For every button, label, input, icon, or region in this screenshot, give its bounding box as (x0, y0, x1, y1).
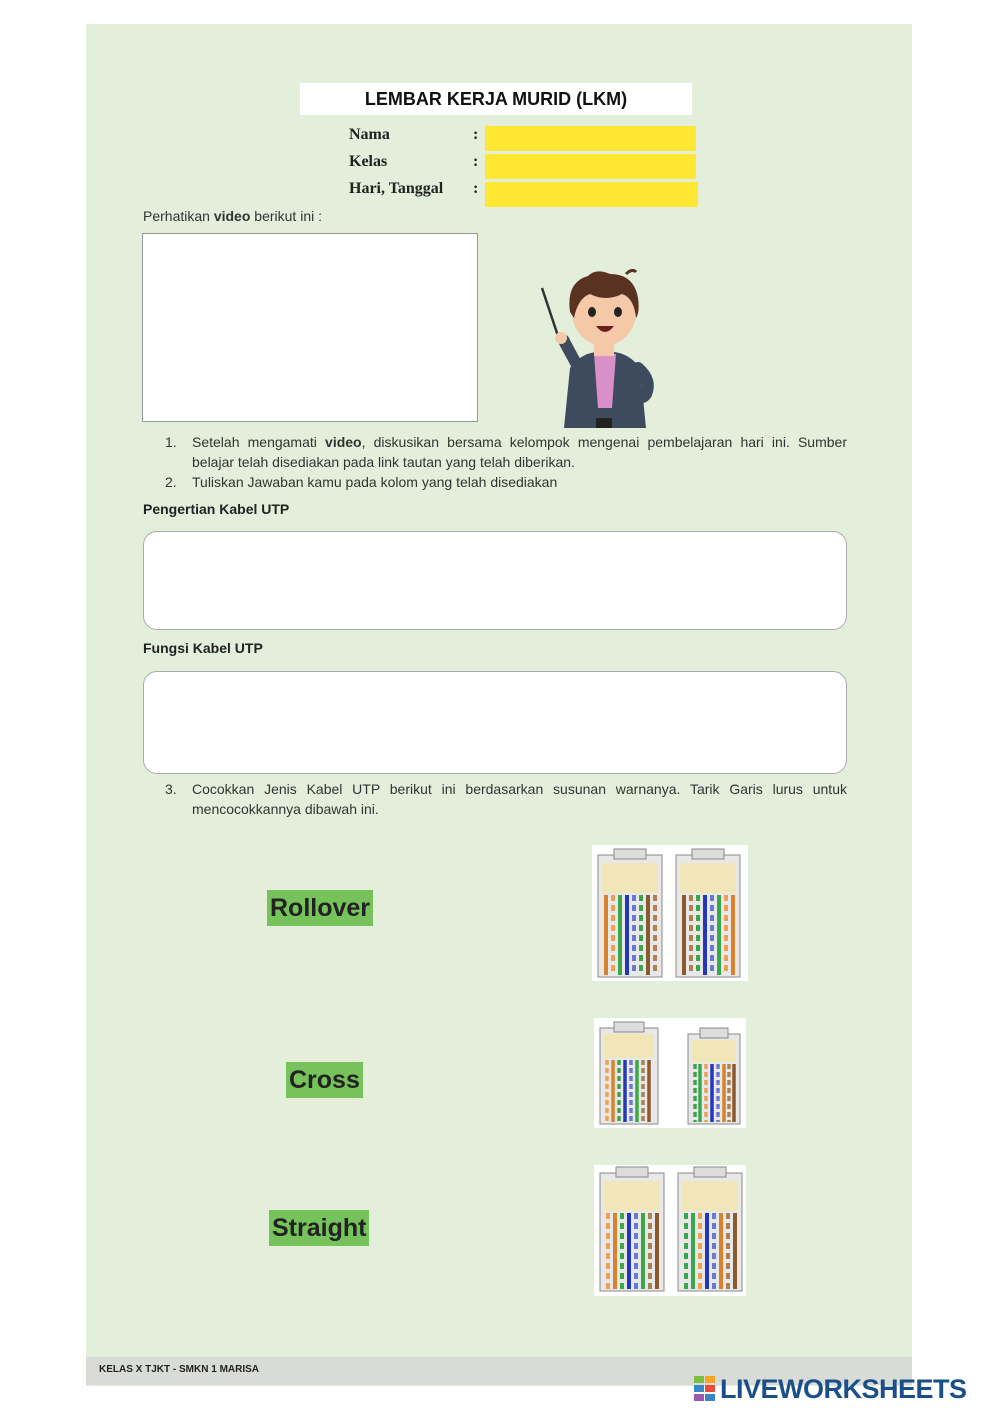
cable-image-1[interactable] (592, 845, 748, 981)
instruction-number: 2. (165, 474, 177, 490)
instruction-text: Tuliskan Jawaban kamu pada kolom yang telah disediakan (192, 474, 558, 490)
term-cross[interactable]: Cross (286, 1062, 363, 1098)
cable-diagram-cross (594, 1018, 746, 1128)
term-straight[interactable]: Straight (269, 1210, 369, 1246)
instruction-3 (165, 779, 847, 819)
field-label-nama: Nama (349, 126, 390, 143)
cable-diagram-rollover (592, 845, 748, 981)
field-colon: : (473, 153, 479, 170)
rj45-connector (600, 1167, 664, 1291)
intro-bold: video (213, 208, 251, 224)
instruction-2 (165, 472, 847, 492)
instruction-text: Setelah mengamati (192, 434, 326, 450)
fungsi-answer-box[interactable] (143, 671, 847, 774)
liveworksheets-logo-icon (694, 1376, 716, 1402)
intro-suffix: berikut ini : (250, 208, 322, 224)
field-colon: : (473, 126, 479, 143)
rj45-connector (688, 1028, 740, 1124)
nama-input[interactable] (485, 126, 696, 151)
instruction-number: 3. (165, 781, 177, 797)
worksheet-title: LEMBAR KERJA MURID (LKM) (300, 83, 692, 115)
teacher-illustration (530, 268, 660, 428)
liveworksheets-logo[interactable] (694, 1373, 967, 1405)
rj45-connector (598, 849, 662, 977)
intro-prefix: Perhatikan (143, 208, 214, 224)
pengertian-answer-box[interactable] (143, 531, 847, 630)
field-colon: : (473, 180, 479, 197)
rj45-connector (678, 1167, 742, 1291)
footer-class-label: KELAS X TJKT - SMKN 1 MARISA (99, 1364, 260, 1375)
term-rollover[interactable]: Rollover (267, 890, 373, 926)
cable-image-3[interactable] (594, 1165, 746, 1296)
rj45-connector (600, 1022, 658, 1124)
kelas-input[interactable] (485, 154, 696, 179)
section-title-fungsi: Fungsi Kabel UTP (143, 640, 263, 656)
instruction-number: 1. (165, 434, 177, 450)
video-player[interactable] (142, 233, 478, 422)
section-title-pengertian: Pengertian Kabel UTP (143, 501, 290, 517)
field-label-hari-tanggal: Hari, Tanggal (349, 180, 444, 197)
instruction-1 (165, 432, 847, 472)
hari-tanggal-input[interactable] (485, 182, 698, 207)
field-label-kelas: Kelas (349, 153, 388, 170)
cable-image-2[interactable] (594, 1018, 746, 1128)
video-intro-text (143, 208, 322, 224)
brand-name: LIVEWORKSHEETS (720, 1373, 967, 1404)
rj45-connector (676, 849, 740, 977)
instruction-text: Cocokkan Jenis Kabel UTP berikut ini berdasarkan susunan warnanya. Tarik Garis lurus untuk mencocokkannya dibawah ini. (192, 781, 847, 817)
instruction-bold: video (325, 434, 362, 450)
cable-diagram-straight (594, 1165, 746, 1296)
instruction-text: , diskusikan bersama kelompok mengenai pembelajaran hari ini. Sumber belajar telah disediakan pada link tautan yang telah diberikan. (192, 434, 847, 470)
